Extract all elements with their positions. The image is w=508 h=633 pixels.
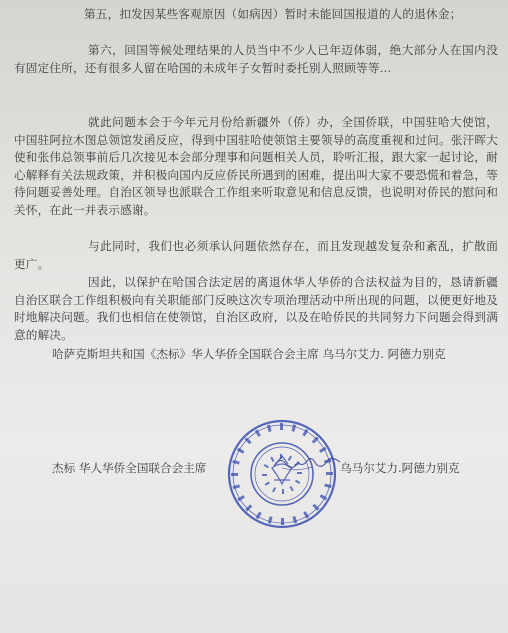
signature-line: 哈萨克斯坦共和国《杰标》华人华侨全国联合会主席 乌马尔艾力. 阿德力别克 (52, 347, 446, 361)
official-seal-icon (226, 418, 338, 530)
paragraph-problem: 与此同时，我们也必须承认问题依然存在，而且发现越发复杂和紊乱，扩散面更广。 (14, 239, 498, 271)
bottom-org-title: 杰标 华人华侨全国联合会主席 (52, 461, 207, 475)
paragraph-fifth: 第五，扣发因某些客观原因（如病因）暂时未能回国报道的人的退休金； (84, 7, 462, 21)
handwritten-signature-icon (272, 452, 342, 474)
paragraph-request: 因此，以保护在哈国合法定居的离退休华人华侨的合法权益为目的，恳请新疆自治区联合工作组积极向有关职能部门反映这次专项治理活动中所出现的问题，以便更好地及时地解决问题。我们也相信在使领馆，自治区政府，以及在哈侨民的共同努力下问题会得到满意的解决。 (14, 275, 498, 342)
paragraph-sixth: 第六，回国等候处理结果的人员当中不少人已年迈体弱，绝大部分人在国内没有固定住所，还有很多人留在哈国的未成年子女暂时委托别人照顾等等… (14, 43, 498, 75)
paragraph-response: 就此问题本会于今年元月份给新疆外（侨）办，全国侨联，中国驻哈大使馆，中国驻阿拉木图总领馆发函反应，得到中国驻哈使领馆主要领导的高度重视和过问。张汗晖大使和张伟总领事前后几次接见本会部分理事和问题相关人员，聆听汇报，跟大家一起讨论，耐心解释有关法规政策，并积极向国内反应侨民所遇到的困难，提出叫大家不要恐慌和着急，等待问题妥善处理。自治区领导也派联合工作组来听取意见和信息反馈，也说明对侨民的慰问和关怀，在此一并表示感谢。 (14, 115, 498, 217)
bottom-chairman-name: 乌马尔艾力.阿德力别克 (340, 461, 460, 475)
